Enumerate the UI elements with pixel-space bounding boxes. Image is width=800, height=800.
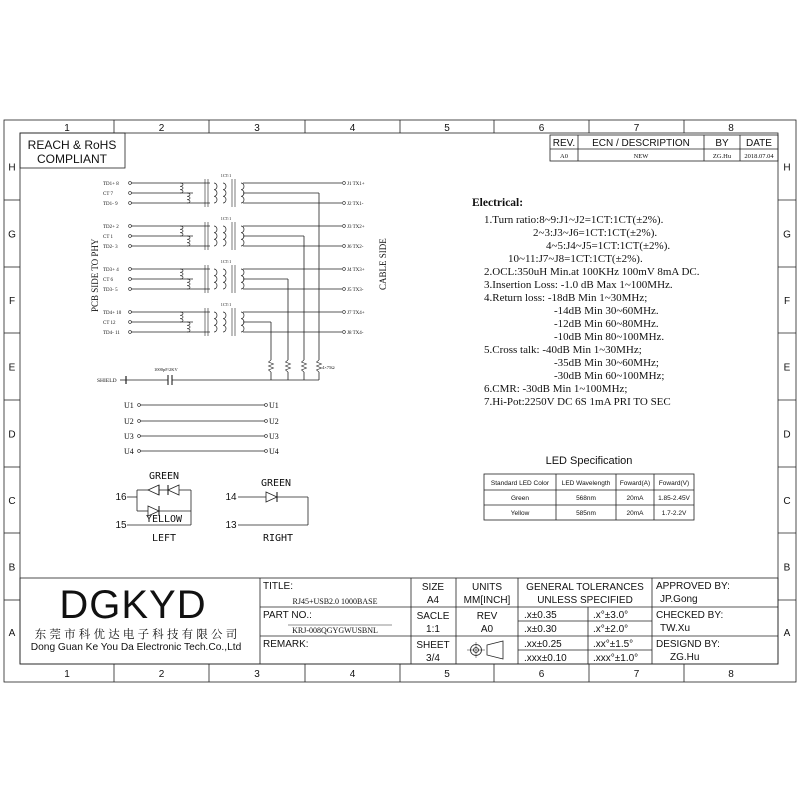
part-label: PART NO.:: [263, 610, 312, 621]
zone-row-left: F: [8, 296, 16, 307]
led-left-top-color: GREEN: [148, 471, 180, 482]
zone-col-top: 1: [64, 123, 70, 134]
led-spec-table: [484, 474, 694, 520]
shield-label: SHIELD: [97, 378, 117, 384]
usb-left-label: U1: [124, 401, 134, 410]
output-label: J4 TX3+: [347, 268, 365, 273]
led-table-cell: 585nm: [576, 510, 596, 517]
output-label: J1 TX1+: [347, 182, 365, 187]
cap-label: 1000pF/2KV: [154, 367, 178, 372]
spec-line: 3.Insertion Loss: -1.0 dB Max 1~100MHz.: [484, 279, 673, 291]
zone-col-bottom: 2: [158, 669, 165, 680]
tolerance-angular: .xxx°±1.0°: [593, 653, 639, 664]
usb-left-label: U2: [124, 417, 134, 426]
ratio-label: 1CT:1: [220, 259, 232, 264]
led-right-color: GREEN: [260, 478, 292, 489]
zone-col-bottom: 5: [444, 669, 450, 680]
revision-table: [550, 135, 778, 161]
led-table-header: LED Wavelength: [561, 480, 611, 487]
electrical-spec-lines: [484, 214, 700, 408]
zone-col-top: 7: [633, 123, 640, 134]
designed-label: DESIGND BY:: [656, 639, 720, 650]
led-table-header: Foward(V): [658, 480, 690, 487]
zone-col-top: 3: [254, 123, 260, 134]
transformer-channel: [103, 216, 365, 380]
tolerance-linear: .x±0.30: [524, 624, 557, 635]
led-table-header: Foward(A): [619, 480, 651, 487]
zone-row-left: C: [8, 496, 16, 507]
tolerance-angular: .xx°±1.5°: [593, 639, 634, 650]
rev-value-tb: A0: [480, 624, 494, 635]
pin-label: TD2+ 2: [103, 225, 119, 230]
scale-label: SACLE: [416, 611, 450, 622]
zone-row-left: B: [8, 562, 16, 574]
pin-label: TD4- 11: [103, 331, 120, 336]
compliance-box: [20, 133, 125, 168]
zone-col-bottom: 4: [349, 669, 356, 680]
output-label: J3 TX2+: [347, 225, 365, 230]
led-table-cell: 20mA: [626, 510, 644, 517]
ecn-header: ECN / DESCRIPTION: [592, 138, 690, 149]
led-table-header: Standard LED Color: [490, 480, 550, 487]
ratio-label: 1CT:1: [220, 302, 232, 307]
pin-label: TD2- 3: [103, 245, 118, 250]
shield-circuit: [97, 367, 240, 385]
usb-left-label: U4: [124, 447, 134, 456]
designed-value: ZG.Hu: [670, 652, 700, 663]
spec-line: 4.Return loss: -18dB Min 1~30MHz;: [484, 292, 648, 304]
led-left-bottom-color: YELLOW: [145, 514, 183, 525]
scale-value: 1:1: [426, 624, 440, 635]
usb-right-label: U4: [269, 447, 279, 456]
spec-line: 10~11:J7~J8=1CT:1CT(±2%).: [508, 253, 643, 265]
output-label: J5 TX3-: [347, 288, 364, 293]
spec-line: 4~5:J4~J5=1CT:1CT(±2%).: [546, 240, 671, 252]
zone-row-left: D: [8, 429, 16, 441]
led-table-cell: 1.7-2.2V: [661, 510, 687, 517]
company-name-en: Dong Guan Ke You Da Electronic Tech.Co.,Ltd: [30, 642, 242, 653]
approved-label: APPROVED BY:: [656, 581, 730, 592]
by-header: BY: [715, 138, 729, 149]
rev-label: REV: [476, 611, 498, 622]
spec-line: 7.Hi-Pot:2250V DC 6S 1mA PRI TO SEC: [484, 396, 671, 408]
size-value: A4: [426, 595, 440, 606]
zone-row-right: F: [783, 296, 791, 307]
output-label: J7 TX4+: [347, 311, 365, 316]
zone-col-top: 2: [158, 123, 165, 134]
zone-row-right: A: [783, 628, 791, 639]
output-label: J2 TX1-: [347, 202, 364, 207]
zone-row-right: C: [783, 496, 791, 507]
checked-label: CHECKED BY:: [656, 610, 724, 621]
pin-label: CT 7: [103, 192, 114, 197]
output-label: J6 TX2-: [347, 245, 364, 250]
zone-col-bottom: 1: [64, 669, 70, 680]
spec-line: -14dB Min 30~60MHz.: [554, 305, 659, 317]
part-value: KRJ-008QGYGWUSBNL: [292, 626, 378, 635]
rev-value: A0: [560, 153, 568, 160]
usb-left-label: U3: [124, 432, 134, 441]
pin-label: TD4+ 10: [103, 311, 122, 316]
pin-label: TD1+ 8: [103, 182, 119, 187]
transformer-channel: [103, 173, 365, 380]
title-block: [20, 578, 778, 664]
zone-col-top: 4: [349, 123, 356, 134]
led-left-pin-bottom: 15: [115, 520, 127, 531]
led-table-cell: 568nm: [576, 495, 596, 502]
size-label: SIZE: [421, 582, 445, 593]
led-right-pin-bottom: 13: [225, 520, 237, 531]
cable-side-label: CABLE SIDE: [378, 238, 388, 290]
ratio-label: 1CT:1: [220, 173, 232, 178]
spec-line: -12dB Min 60~80MHz.: [554, 318, 659, 330]
spec-line: -10dB Min 80~100MHz.: [554, 331, 665, 343]
tolerance-cells: [524, 610, 638, 664]
pin-label: TD3+ 4: [103, 268, 119, 273]
zone-col-bottom: 8: [728, 669, 734, 680]
zone-row-left: A: [8, 628, 16, 639]
pin-label: CT 1: [103, 235, 114, 240]
tolerance-linear: .xxx±0.10: [524, 653, 567, 664]
rev-header: REV.: [552, 138, 576, 149]
pin-label: TD3- 5: [103, 288, 118, 293]
led-right: [225, 478, 308, 544]
led-table-cell: 1.85-2.45V: [658, 495, 690, 502]
usb-right-label: U2: [269, 417, 279, 426]
zone-row-right: G: [783, 229, 791, 241]
pin-label: TD1- 9: [103, 202, 118, 207]
usb-connections: [124, 401, 279, 456]
zone-col-top: 5: [444, 123, 450, 134]
electrical-title: Electrical:: [472, 197, 524, 209]
resistor-label: 4×75Ω: [322, 365, 335, 370]
spec-line: 1.Turn ratio:8~9:J1~J2=1CT:1CT(±2%).: [484, 214, 664, 226]
spec-line: -30dB Min 60~100MHz;: [554, 370, 665, 382]
spec-line: -35dB Min 30~60MHz;: [554, 357, 659, 369]
by-value: ZG.Hu: [712, 153, 732, 160]
output-label: J8 TX4-: [347, 331, 364, 336]
zone-col-bottom: 6: [538, 669, 545, 680]
units-label: UNITS: [472, 582, 502, 593]
pin-label: CT 6: [103, 278, 114, 283]
sheet-label: SHEET: [416, 640, 450, 651]
approved-value: JP.Gong: [660, 594, 698, 605]
led-right-pin-top: 14: [225, 492, 237, 503]
projection-symbol-icon: [467, 641, 503, 659]
tolerance-title-2: UNLESS SPECIFIED: [537, 595, 633, 606]
units-value: MM[INCH]: [463, 595, 511, 606]
pcb-side-label: PCB SIDE TO PHY: [90, 238, 100, 312]
company-name-cn: 东 莞 市 科 优 达 电 子 科 技 有 限 公 司: [34, 629, 238, 641]
spec-line: 2~3:J3~J6=1CT:1CT(±2%).: [533, 227, 658, 239]
spec-line: 6.CMR: -30dB Min 1~100MHz;: [484, 383, 628, 395]
zone-col-bottom: 7: [633, 669, 640, 680]
date-header: DATE: [746, 138, 772, 149]
title-value: RJ45+USB2.0 1000BASE: [292, 597, 378, 606]
title-label: TITLE:: [263, 581, 294, 592]
compliance-line1: REACH & RoHS: [27, 138, 117, 152]
tolerance-title-1: GENERAL TOLERANCES: [526, 582, 644, 593]
zone-row-left: G: [8, 229, 16, 241]
usb-right-label: U3: [269, 432, 279, 441]
compliance-line2: COMPLIANT: [36, 152, 108, 166]
ratio-label: 1CT:1: [220, 216, 232, 221]
led-left-side: LEFT: [151, 533, 177, 544]
transformer-channel: [103, 259, 365, 380]
zone-row-right: B: [783, 562, 791, 574]
led-left: [115, 471, 191, 544]
zone-row-right: H: [783, 162, 791, 174]
zone-col-top: 8: [728, 123, 734, 134]
zone-row-left: E: [8, 362, 16, 374]
zone-col-top: 6: [538, 123, 545, 134]
zone-row-right: E: [783, 362, 791, 374]
tolerance-angular: .x°±2.0°: [593, 624, 629, 635]
led-table-cell: 20mA: [626, 495, 644, 502]
transformer-schematic: [103, 173, 365, 380]
led-table-cell: Green: [510, 495, 530, 502]
company-logo: DGKYD: [59, 583, 207, 627]
pin-label: CT 12: [103, 321, 116, 326]
tolerance-linear: .xx±0.25: [524, 639, 562, 650]
led-spec-title: LED Specification: [545, 455, 633, 467]
spec-line: 2.OCL:350uH Min.at 100KHz 100mV 8mA DC.: [484, 266, 700, 278]
led-right-side: RIGHT: [262, 533, 294, 544]
zone-row-right: D: [783, 429, 791, 441]
spec-line: 5.Cross talk: -40dB Min 1~30MHz;: [484, 344, 642, 356]
led-table-cell: Yellow: [510, 510, 530, 517]
led-left-pin-top: 16: [115, 492, 127, 503]
tolerance-angular: .x°±3.0°: [593, 610, 629, 621]
ecn-value: NEW: [633, 153, 649, 160]
tolerance-linear: .x±0.35: [524, 610, 557, 621]
sheet-value: 3/4: [426, 653, 440, 664]
zone-row-left: H: [8, 162, 16, 174]
usb-right-label: U1: [269, 401, 279, 410]
zone-col-bottom: 3: [254, 669, 260, 680]
date-value: 2018.07.04: [744, 153, 774, 160]
remark-label: REMARK:: [263, 639, 309, 650]
checked-value: TW.Xu: [660, 623, 691, 634]
